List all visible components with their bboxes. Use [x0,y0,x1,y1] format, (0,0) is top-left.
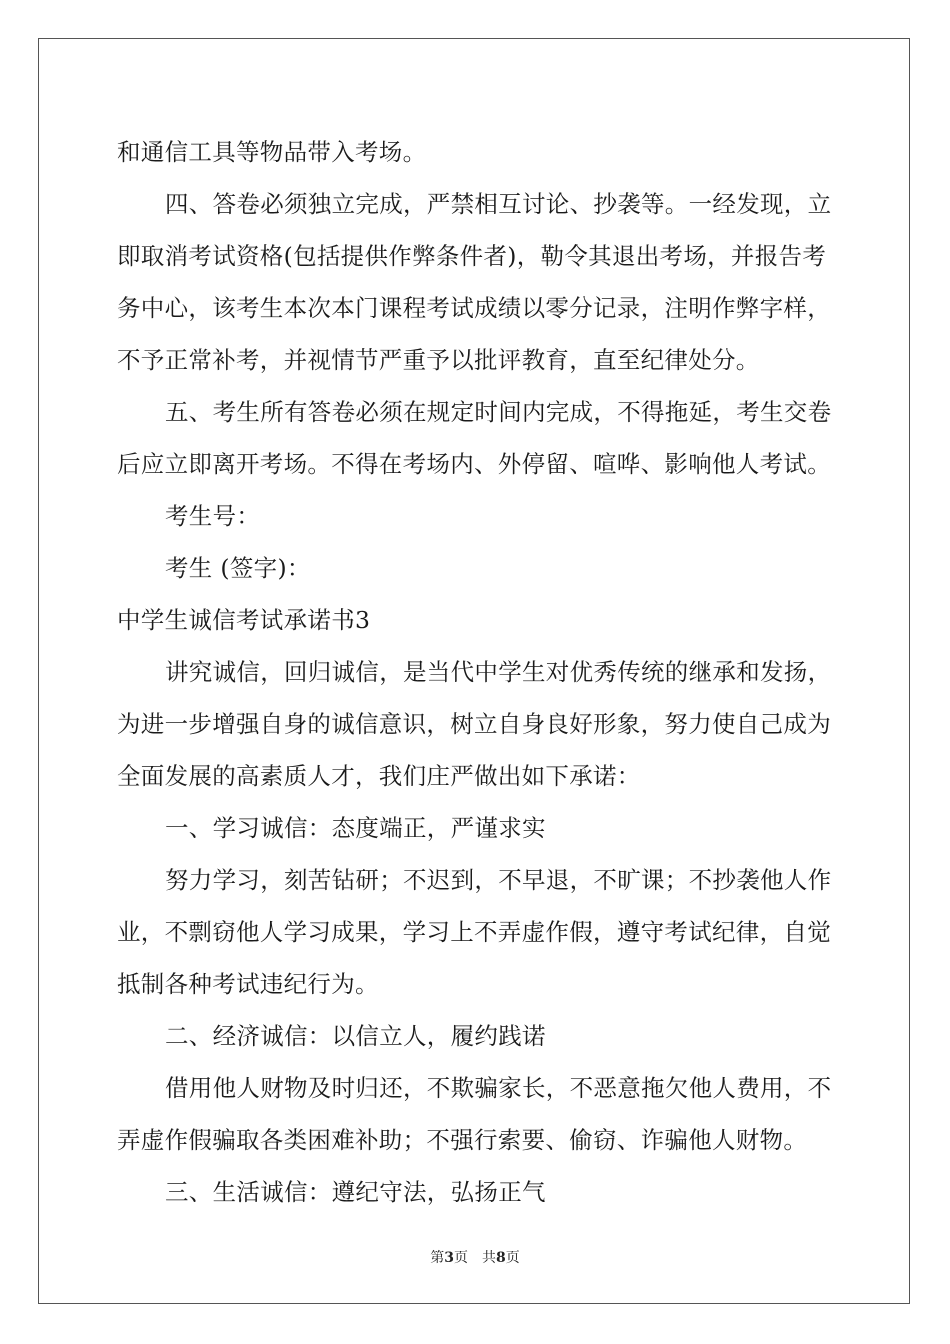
paragraph-line: 不予正常补考，并视情节严重予以批评教育，直至纪律处分。 [117,346,760,374]
page-prefix: 第 [430,1250,445,1266]
document-body [117,126,833,1218]
paragraph-line: 抵制各种考试违纪行为。 [117,970,379,998]
section-title: 中学生诚信考试承诺书3 [117,606,371,634]
subheading: 一、学习诚信：态度端正，严谨求实 [165,814,546,842]
paragraph-line: 五、考生所有答卷必须在规定时间内完成，不得拖延，考生交卷 [165,398,832,426]
paragraph-line: 四、答卷必须独立完成，严禁相互讨论、抄袭等。一经发现，立 [165,190,832,218]
paragraph-line: 和通信工具等物品带入考场。 [117,138,427,166]
total-page-number: 8 [496,1250,506,1266]
paragraph-line: 借用他人财物及时归还，不欺骗家长，不恶意拖欠他人费用，不 [165,1074,832,1102]
paragraph-line: 努力学习，刻苦钻研；不迟到，不早退，不旷课；不抄袭他人作 [165,866,832,894]
paragraph-line: 全面发展的高素质人才，我们庄严做出如下承诺： [117,762,641,790]
paragraph-line: 务中心，该考生本次本门课程考试成绩以零分记录，注明作弊字样， [117,294,831,322]
candidate-signature-label: 考生 (签字)： [165,554,311,582]
page-footer [0,1247,950,1267]
subheading: 三、生活诚信：遵纪守法，弘扬正气 [165,1178,546,1206]
total-suffix: 页 [505,1250,520,1266]
paragraph-line: 讲究诚信，回归诚信，是当代中学生对优秀传统的继承和发扬， [165,658,832,686]
page-suffix: 页 [454,1250,468,1266]
paragraph-line: 弄虚作假骗取各类困难补助；不强行索要、偷窃、诈骗他人财物。 [117,1126,808,1154]
subheading: 二、经济诚信：以信立人，履约践诺 [165,1022,546,1050]
paragraph-line: 后应立即离开考场。不得在考场内、外停留、喧哗、影响他人考试。 [117,450,831,478]
paragraph-line: 为进一步增强自身的诚信意识，树立自身良好形象，努力使自己成为 [117,710,831,738]
paragraph-line: 业，不剽窃他人学习成果，学习上不弄虚作假，遵守考试纪律，自觉 [117,918,831,946]
paragraph-line: 即取消考试资格(包括提供作弊条件者)，勒令其退出考场，并报告考 [117,242,827,270]
total-prefix: 共 [482,1250,496,1266]
current-page-number: 3 [444,1250,454,1266]
candidate-number-label: 考生号： [165,502,261,530]
